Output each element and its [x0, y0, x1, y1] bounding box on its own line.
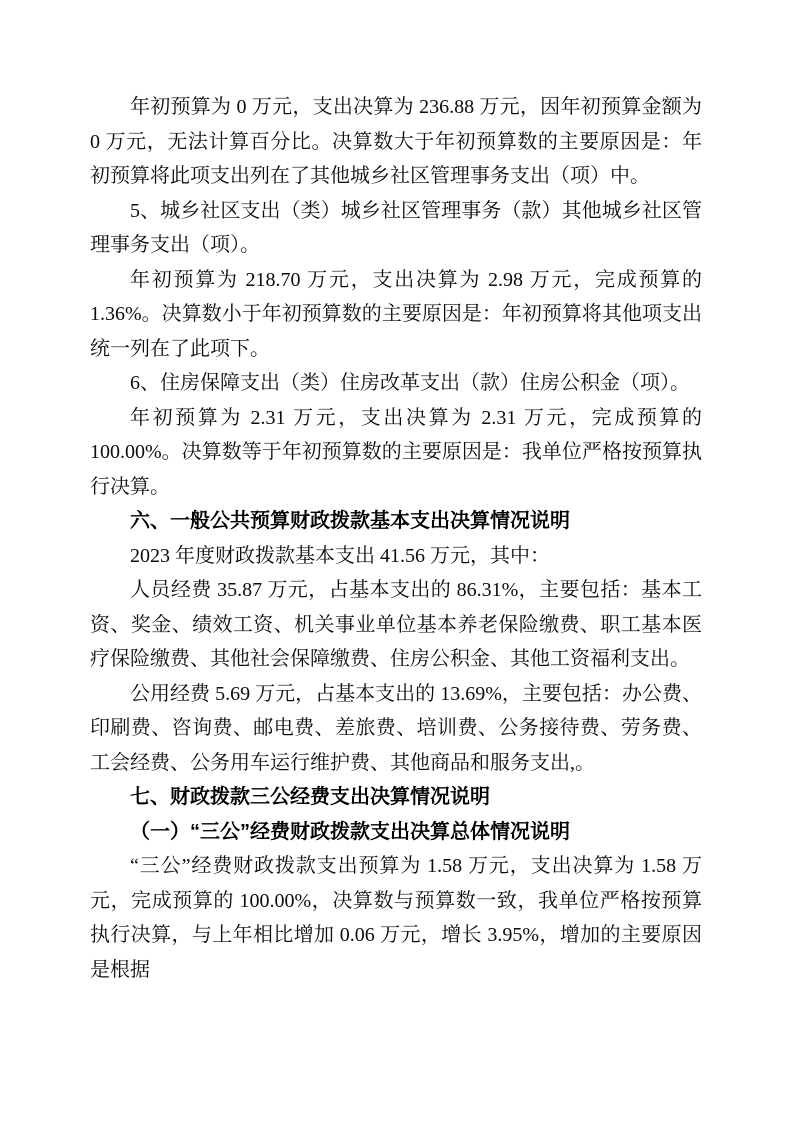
- document-content: [90, 90, 702, 987]
- body-paragraph: “三公”经费财政拨款支出预算为 1.58 万元，支出决算为 1.58 万元，完成预算的 100.00%，决算数与预算数一致，我单位严格按预算执行决算，与上年相比增加 0.06 万元，增长 3.95%，增加的主要原因是根据: [90, 855, 702, 981]
- body-paragraph: 公用经费 5.69 万元，占基本支出的 13.69%，主要包括：办公费、印刷费、咨询费、邮电费、差旅费、培训费、公务接待费、劳务费、工会经费、公务用车运行维护费、其他商品和服务支出,。: [90, 682, 702, 774]
- body-paragraph: 6、住房保障支出（类）住房改革支出（款）住房公积金（项）。: [130, 372, 690, 394]
- section-heading: （一）“三公”经费财政拨款支出决算总体情况说明: [130, 820, 570, 843]
- body-paragraph: 年初预算为 218.70 万元，支出决算为 2.98 万元，完成预算的 1.36%。决算数小于年初预算数的主要原因是：年初预算将其他项支出统一列在了此项下。: [90, 268, 702, 360]
- body-paragraph: 2023 年度财政拨款基本支出 41.56 万元，其中：: [130, 544, 550, 567]
- section-heading: 六、一般公共预算财政拨款基本支出决算情况说明: [130, 510, 570, 532]
- body-paragraph: 年初预算为 2.31 万元，支出决算为 2.31 万元，完成预算的 100.00%。决算数等于年初预算数的主要原因是：我单位严格按预算执行决算。: [90, 406, 702, 498]
- body-paragraph: 年初预算为 0 万元，支出决算为 236.88 万元，因年初预算金额为 0 万元，无法计算百分比。决算数大于年初预算数的主要原因是：年初预算将此项支出列在了其他城乡社区管理事务支出（项）中。: [90, 96, 702, 187]
- body-paragraph: 5、城乡社区支出（类）城乡社区管理事务（款）其他城乡社区管理事务支出（项）。: [90, 199, 702, 256]
- body-paragraph: 人员经费 35.87 万元，占基本支出的 86.31%，主要包括：基本工资、奖金、绩效工资、机关事业单位基本养老保险缴费、职工基本医疗保险缴费、其他社会保障缴费、住房公积金、其他工资福利支出。: [90, 579, 702, 670]
- section-heading: 七、财政拨款三公经费支出决算情况说明: [130, 786, 490, 808]
